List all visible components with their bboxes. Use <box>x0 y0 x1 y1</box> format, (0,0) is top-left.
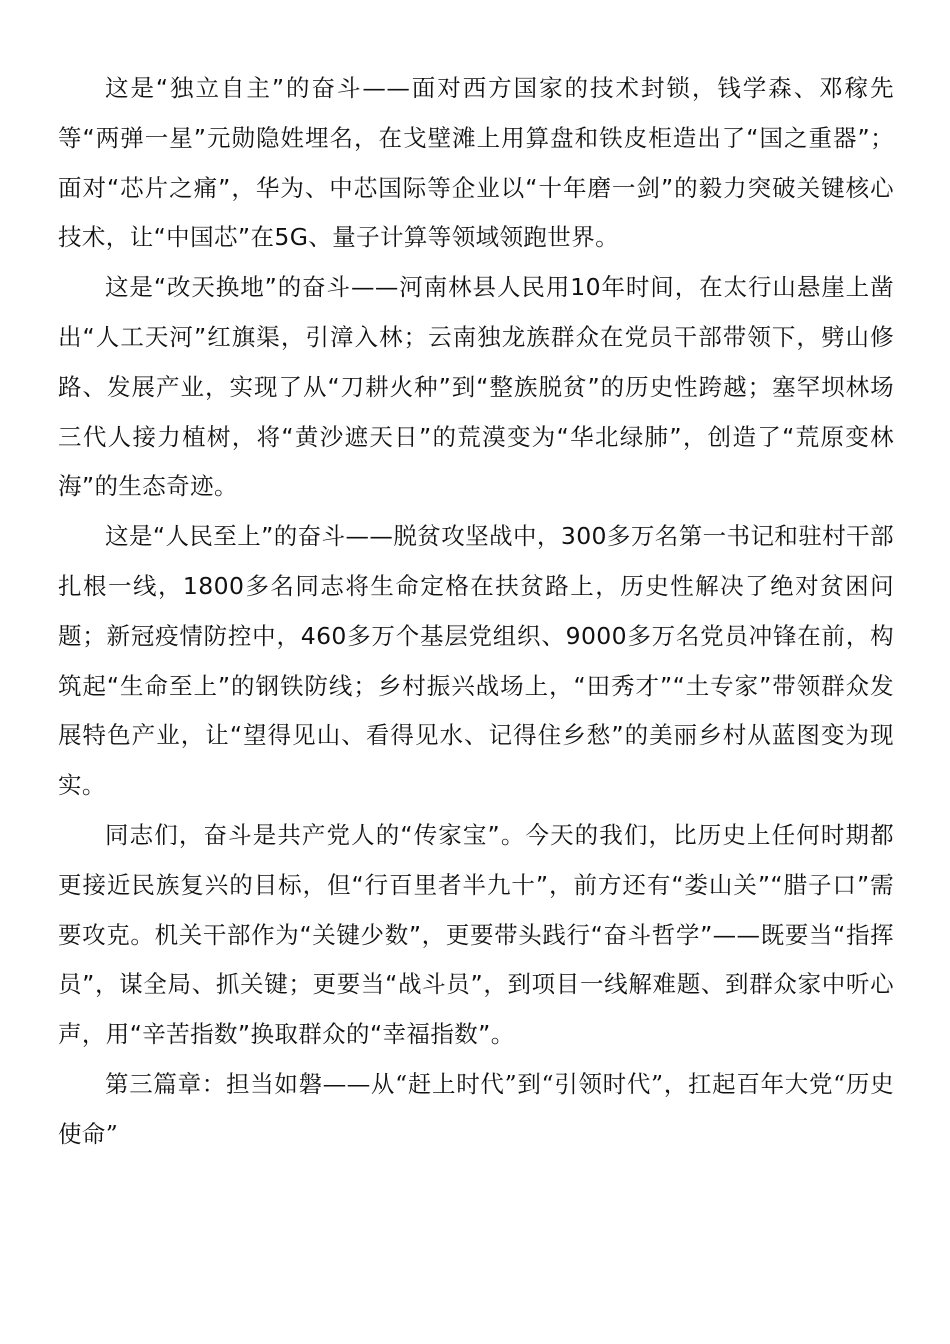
chapter-three-heading: 第三篇章：担当如磐——从“赶上时代”到“引领时代”，扛起百年大党“历史使命” <box>58 1069 894 1148</box>
paragraph-independence: 这是“独立自主”的奋斗——面对西方国家的技术封锁，钱学森、邓稼先等“两弹一星”元勋隐姓埋名，在戈壁滩上用算盘和铁皮柜造出了“国之重器”；面对“芯片之痛”，华为、中芯国际等企业以“十年磨一剑”的毅力突破关键核心技术，让“中国芯”在5G、量子计算等领域领跑世界。 <box>58 74 894 252</box>
document-page <box>58 64 894 1160</box>
paragraph-comrades: 同志们，奋斗是共产党人的“传家宝”。今天的我们，比历史上任何时期都更接近民族复兴的目标，但“行百里者半九十”，前方还有“娄山关”“腊子口”需要攻克。机关干部作为“关键少数”，更要带头践行“奋斗哲学”——既要当“指挥员”，谋全局、抓关键；更要当“战斗员”，到项目一线解难题、到群众家中听心声，用“辛苦指数”换取群众的“幸福指数”。 <box>58 820 894 1049</box>
paragraph-transform-nature: 这是“改天换地”的奋斗——河南林县人民用10年时间，在太行山悬崖上凿出“人工天河”红旗渠，引漳入林；云南独龙族群众在党员干部带领下，劈山修路、发展产业，实现了从“刀耕火种”到“整族脱贫”的历史性跨越；塞罕坝林场三代人接力植树，将“黄沙遮天日”的荒漠变为“华北绿肺”，创造了“荒原变林海”的生态奇迹。 <box>58 273 894 501</box>
paragraph-people-first: 这是“人民至上”的奋斗——脱贫攻坚战中，300多万名第一书记和驻村干部扎根一线，1800多名同志将生命定格在扶贫路上，历史性解决了绝对贫困问题；新冠疫情防控中，460多万个基层党组织、9000多万名党员冲锋在前，构筑起“生命至上”的钢铁防线；乡村振兴战场上，“田秀才”“土专家”带领群众发展特色产业，让“望得见山、看得见水、记得住乡愁”的美丽乡村从蓝图变为现实。 <box>58 522 894 800</box>
